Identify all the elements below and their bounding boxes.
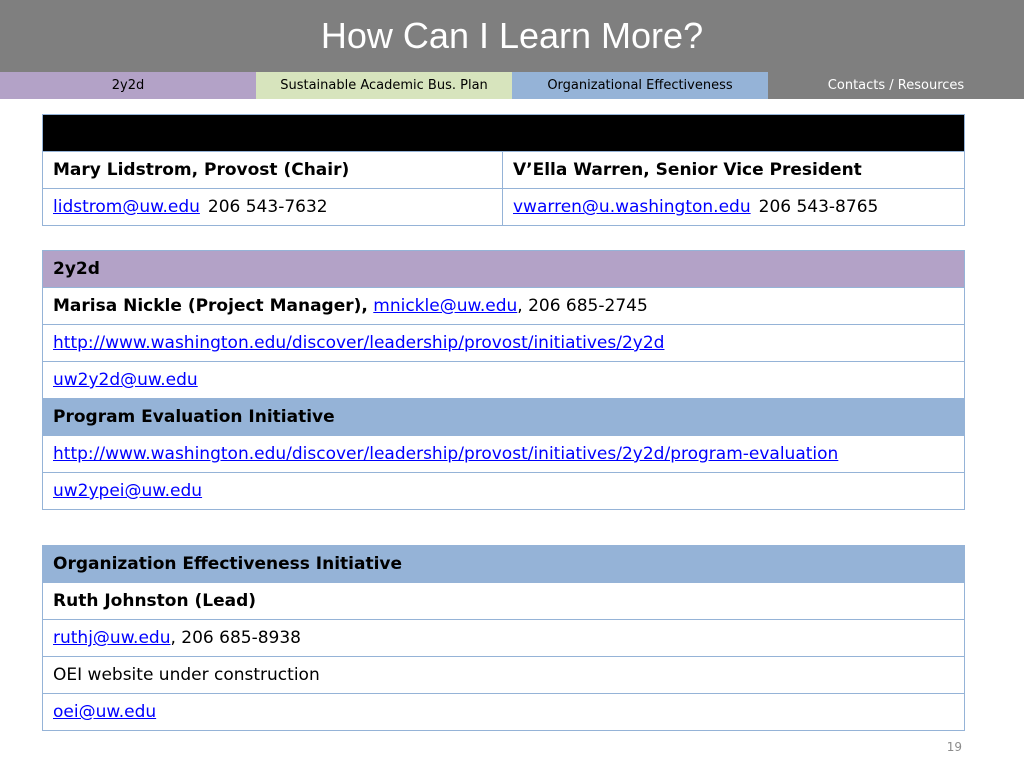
program-evaluation-url-row [43, 436, 965, 473]
2y2d-manager-row [43, 288, 965, 325]
2y2d-email-row [43, 362, 965, 399]
executive-person1-email-link[interactable]: lidstrom@uw.edu [53, 197, 200, 217]
tab-sustainable-academic-bus-plan[interactable]: Sustainable Academic Bus. Plan [256, 72, 512, 99]
oei-lead-contact-row [43, 620, 965, 657]
slide-number: 19 [946, 740, 962, 754]
oei-lead-phone: , 206 685-8938 [170, 628, 301, 648]
oei-lead-name: Ruth Johnston (Lead) [43, 583, 965, 620]
program-evaluation-email-link[interactable]: uw2ypei@uw.edu [53, 481, 203, 501]
program-evaluation-header: Program Evaluation Initiative [43, 399, 965, 436]
executive-leadership-table [42, 114, 965, 226]
executive-person2-contact [503, 189, 965, 226]
executive-person1-contact [43, 189, 503, 226]
tab-2y2d[interactable]: 2y2d [0, 72, 256, 99]
2y2d-table [42, 250, 965, 510]
program-evaluation-email-row [43, 473, 965, 510]
oei-lead-email-link[interactable]: ruthj@uw.edu [53, 628, 171, 648]
oei-table [42, 545, 965, 731]
nav-tab-bar [0, 72, 1024, 99]
tab-contacts-resources[interactable]: Contacts / Resources [768, 72, 1024, 99]
2y2d-email-link[interactable]: uw2y2d@uw.edu [53, 370, 198, 390]
2y2d-manager-phone: , 206 685-2745 [517, 296, 648, 316]
oei-email-link[interactable]: oei@uw.edu [53, 702, 157, 722]
2y2d-manager-name: Marisa Nickle (Project Manager), [53, 296, 368, 316]
2y2d-url-link[interactable]: http://www.washington.edu/discover/leadership/provost/initiatives/2y2d [53, 333, 665, 353]
executive-person2-email-link[interactable]: vwarren@u.washington.edu [513, 197, 751, 217]
2y2d-header: 2y2d [43, 251, 965, 288]
executive-person2-phone: 206 543-8765 [758, 197, 879, 217]
slide-title: How Can I Learn More? [0, 0, 1024, 72]
program-evaluation-url-link[interactable]: http://www.washington.edu/discover/leadership/provost/initiatives/2y2d/program-evaluation [53, 444, 839, 464]
oei-website-note: OEI website under construction [43, 657, 965, 694]
executive-leadership-header: Executive Leadership [43, 115, 965, 152]
oei-header: Organization Effectiveness Initiative [43, 546, 965, 583]
oei-email-row [43, 694, 965, 731]
executive-person1-phone: 206 543-7632 [207, 197, 328, 217]
executive-person1-name: Mary Lidstrom, Provost (Chair) [43, 152, 503, 189]
2y2d-manager-email-link[interactable]: mnickle@uw.edu [373, 296, 518, 316]
tab-organizational-effectiveness[interactable]: Organizational Effectiveness [512, 72, 768, 99]
2y2d-url-row [43, 325, 965, 362]
executive-person2-name: V’Ella Warren, Senior Vice President [503, 152, 965, 189]
